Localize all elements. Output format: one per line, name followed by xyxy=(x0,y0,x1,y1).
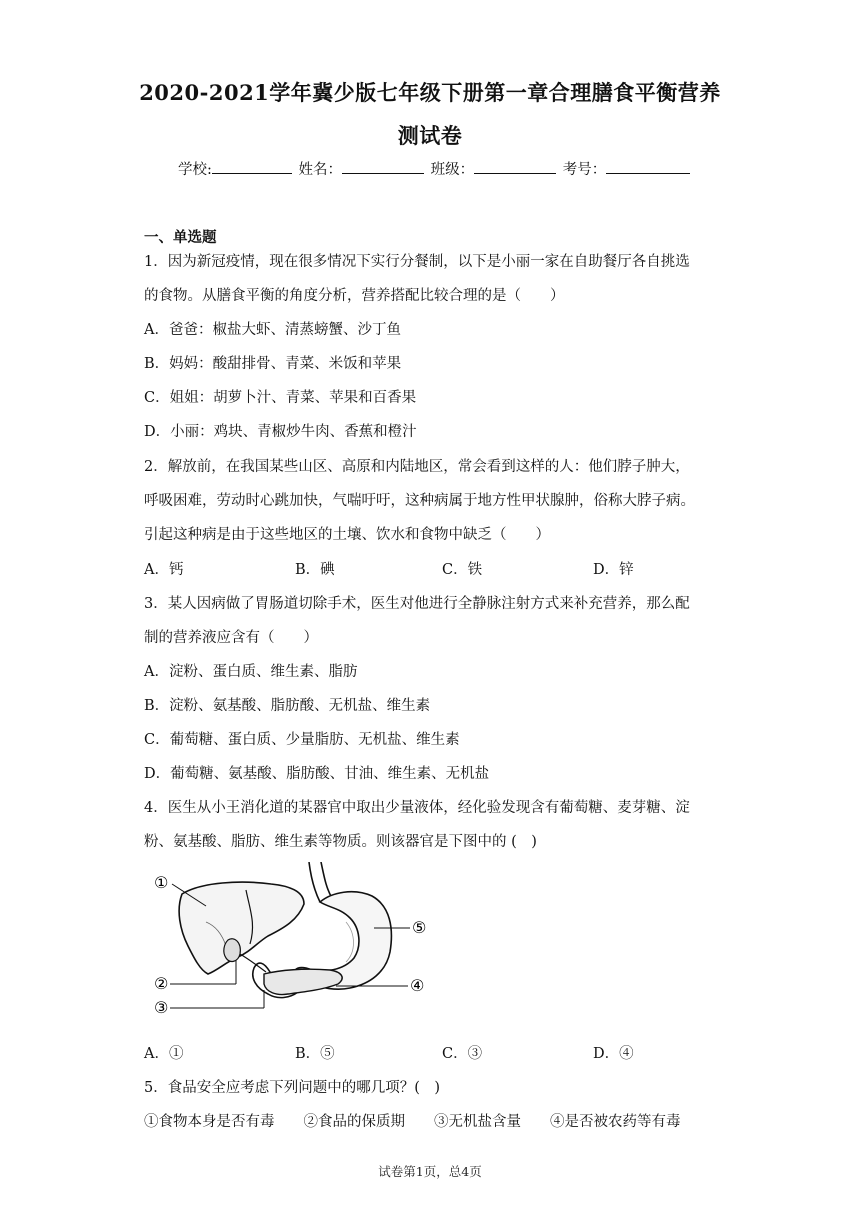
exam-number-label: 考号： xyxy=(562,162,607,178)
q4-stem-line2: 粉、氨基酸、脂肪、维生素等物质。则该器官是下图中的 ( ) xyxy=(144,834,537,850)
gallbladder-shape xyxy=(224,939,240,962)
pancreas-shape xyxy=(264,969,342,994)
q5-stem-line1: 5．食品安全应考虑下列问题中的哪几项？( ) xyxy=(144,1080,441,1096)
exam-number-blank[interactable] xyxy=(606,159,690,174)
q4-option-a: A．① xyxy=(144,1046,184,1062)
page-footer: 试卷第1页，总4页 xyxy=(378,1164,482,1179)
figure-label-3: ③ xyxy=(154,998,169,1017)
school-blank[interactable] xyxy=(212,159,292,174)
q2-options-row xyxy=(144,558,744,578)
q3-option-d: D．葡萄糖、氨基酸、脂肪酸、甘油、维生素、无机盐 xyxy=(144,766,490,782)
q4-stem-line1: 4．医生从小王消化道的某器官中取出少量液体，经化验发现含有葡萄糖、麦芽糖、淀 xyxy=(144,800,690,816)
q1-option-d: D．小丽：鸡块、青椒炒牛肉、香蕉和橙汁 xyxy=(144,424,417,440)
liver-shape xyxy=(179,882,304,974)
q1-stem-line1: 1．因为新冠疫情，现在很多情况下实行分餐制，以下是小丽一家在自助餐厅各自挑选 xyxy=(144,254,690,270)
figure-label-2: ② xyxy=(154,974,169,993)
exam-title-line1: 2020-2021学年冀少版七年级下册第一章合理膳食平衡营养 xyxy=(139,80,721,105)
q1-option-b: B．妈妈：酸甜排骨、青菜、米饭和苹果 xyxy=(144,356,402,372)
section-heading: 一、单选题 xyxy=(144,229,217,246)
q5-stem-line2: ①食物本身是否有毒 ②食品的保质期 ③无机盐含量 ④是否被农药等有毒 xyxy=(144,1114,681,1130)
q2-stem-line3: 引起这种病是由于这些地区的土壤、饮水和食物中缺乏（ ） xyxy=(144,527,550,543)
class-blank[interactable] xyxy=(474,159,556,174)
q2-option-b: B．碘 xyxy=(295,562,335,578)
student-info-row xyxy=(178,158,692,179)
q3-option-c: C．葡萄糖、蛋白质、少量脂肪、无机盐、维生素 xyxy=(144,732,460,748)
exam-title-line2: 测试卷 xyxy=(397,123,463,148)
figure-label-5: ⑤ xyxy=(412,918,427,937)
q2-stem-line1: 2．解放前，在我国某些山区、高原和内陆地区，常会看到这样的人：他们脖子肿大， xyxy=(144,459,690,475)
class-label: 班级： xyxy=(430,162,475,178)
q4-options-row xyxy=(144,1042,744,1062)
school-label: 学校: xyxy=(178,162,212,178)
q3-stem-line2: 制的营养液应含有（ ） xyxy=(144,630,318,646)
name-blank[interactable] xyxy=(342,159,424,174)
q3-option-b: B．淀粉、氨基酸、脂肪酸、无机盐、维生素 xyxy=(144,698,431,714)
q4-option-d: D．④ xyxy=(593,1046,634,1062)
digestive-organs-figure xyxy=(146,862,446,1022)
figure-label-4: ④ xyxy=(410,976,425,995)
q2-option-a: A．钙 xyxy=(144,562,184,578)
q3-option-a: A．淀粉、蛋白质、维生素、脂肪 xyxy=(144,664,358,680)
q1-option-c: C．姐姐：胡萝卜汁、青菜、苹果和百香果 xyxy=(144,390,417,406)
q2-option-d: D．锌 xyxy=(593,562,634,578)
figure-label-1: ① xyxy=(154,873,169,892)
q1-option-a: A．爸爸：椒盐大虾、清蒸螃蟹、沙丁鱼 xyxy=(144,322,401,338)
q3-stem-line1: 3．某人因病做了胃肠道切除手术，医生对他进行全静脉注射方式来补充营养，那么配 xyxy=(144,596,690,612)
name-label: 姓名： xyxy=(298,162,342,178)
q2-stem-line2: 呼吸困难，劳动时心跳加快，气喘吁吁，这种病属于地方性甲状腺肿，俗称大脖子病。 xyxy=(144,493,695,509)
q1-stem-line2: 的食物。从膳食平衡的角度分析，营养搭配比较合理的是（ ） xyxy=(144,288,565,304)
q4-option-c: C．③ xyxy=(442,1046,483,1062)
q2-option-c: C．铁 xyxy=(442,562,483,578)
q4-option-b: B．⑤ xyxy=(295,1046,335,1062)
